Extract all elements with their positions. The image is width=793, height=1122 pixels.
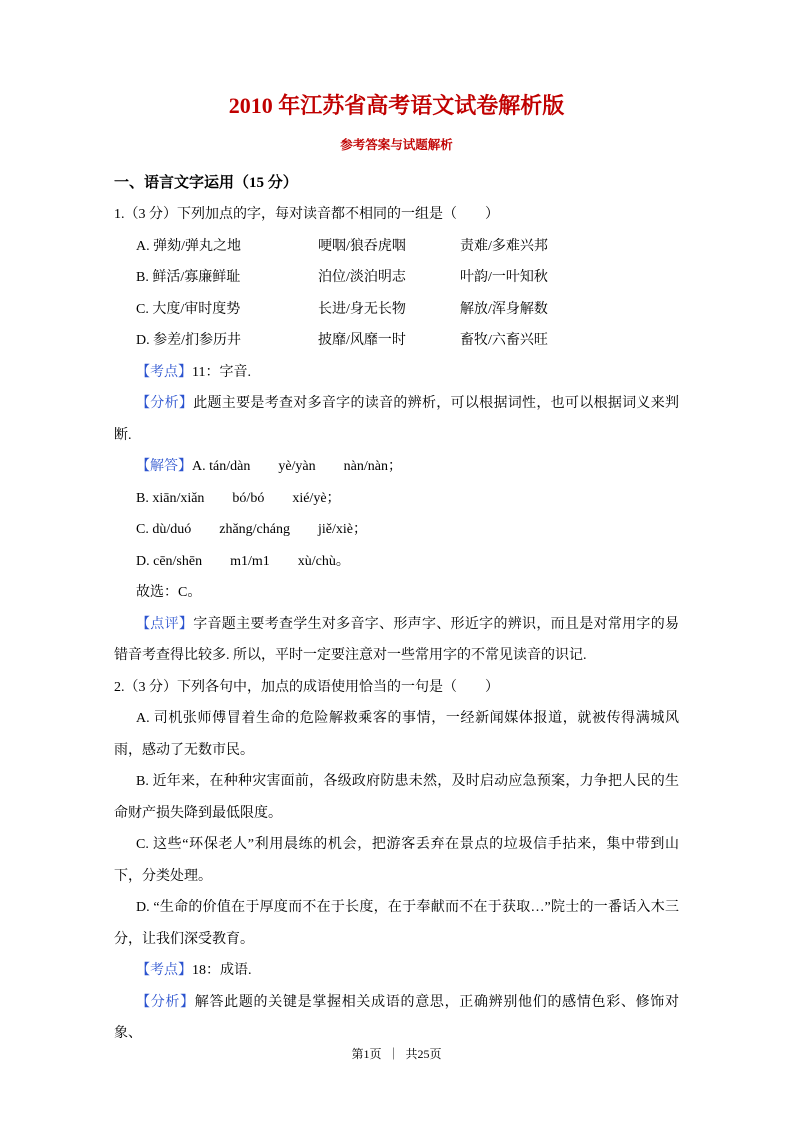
kaodian-tag: 【考点】 bbox=[136, 364, 192, 380]
q1-option-d-col3: 畜牧/六畜兴旺 bbox=[460, 333, 548, 348]
footer-page-number: 第1页 bbox=[351, 1047, 382, 1061]
q1-fenxi-text: 此题主要是考查对多音字的读音的辨析，可以根据词性，也可以根据词义来判断. bbox=[114, 396, 680, 443]
q2-option-d: D. “生命的价值在于厚度而不在于长度，在于奉献而不在于获取…”院士的一番话入木三分，让我们深受教育。 bbox=[114, 900, 679, 947]
q2-fenxi-text: 解答此题的关键是掌握相关成语的意思，正确辨别他们的感情色彩、修饰对象、 bbox=[114, 994, 680, 1041]
q1-option-c-col3: 解放/浑身解数 bbox=[460, 301, 548, 317]
q1-jieda-a-text: A. tán/dàn yè/yàn nàn/nàn； bbox=[192, 459, 402, 474]
q1-kaodian bbox=[114, 357, 679, 389]
q2-option-c: C. 这些“环保老人”利用晨练的机会，把游客丢弃在景点的垃圾信手拈来，集中带到山下，分类处理。 bbox=[114, 837, 679, 884]
q1-option-a-col3: 责难/多难兴邦 bbox=[460, 238, 548, 254]
q1-option-d-col2: 披靡/风靡一时 bbox=[318, 333, 406, 348]
q1-answer: 故选：C。 bbox=[136, 585, 202, 600]
q2-option-b: B. 近年来，在种种灾害面前，各级政府防患未然，及时启动应急预案，力争把人民的生命财产损失降到最低限度。 bbox=[114, 774, 679, 821]
q1-option-a-col2: 哽咽/狼吞虎咽 bbox=[318, 238, 406, 254]
q2-stem: 2.（3 分）下列各句中，加点的成语使用恰当的一句是（ ） bbox=[114, 679, 499, 695]
q1-option-b-col2: 泊位/淡泊明志 bbox=[318, 270, 406, 285]
page-subtitle: 参考答案与试题解析 bbox=[340, 138, 453, 152]
footer-separator: ｜ bbox=[387, 1047, 400, 1061]
q1-option-b-col1: B. 鲜活/寡廉鲜耻 bbox=[136, 270, 241, 285]
kaodian-tag: 【考点】 bbox=[136, 963, 192, 978]
fenxi-tag: 【分析】 bbox=[136, 396, 194, 411]
q1-option-row-d bbox=[114, 325, 679, 357]
q1-option-c-col1: C. 大度/审时度势 bbox=[136, 301, 241, 317]
q2-fenxi bbox=[114, 987, 679, 1050]
jieda-tag: 【解答】 bbox=[136, 459, 192, 474]
q2-option-a: A. 司机张师傅冒着生命的危险解救乘客的事情，一经新闻媒体报道，就被传得满城风雨，感动了无数市民。 bbox=[114, 711, 679, 758]
dianping-tag: 【点评】 bbox=[136, 616, 194, 632]
q2-kaodian-text: 18：成语. bbox=[192, 963, 252, 978]
q1-option-a-col1: A. 弹劾/弹丸之地 bbox=[136, 238, 241, 254]
q1-option-d-col1: D. 参差/扪参历井 bbox=[136, 333, 241, 348]
q1-jieda-line-b: B. xiān/xiǎn bó/bó xié/yè； bbox=[136, 490, 341, 506]
q1-option-row-a bbox=[114, 231, 679, 263]
q2-kaodian bbox=[114, 955, 679, 987]
q1-dianping bbox=[114, 609, 679, 672]
q1-jieda-line-a bbox=[114, 451, 679, 483]
section-heading: 一、语言文字运用（15 分） bbox=[114, 175, 298, 191]
q1-option-row-c bbox=[114, 294, 679, 326]
q1-option-c-col2: 长进/身无长物 bbox=[318, 301, 406, 317]
page-title: 2010 年江苏省高考语文试卷解析版 bbox=[228, 93, 565, 118]
q1-option-row-b bbox=[114, 262, 679, 294]
q1-fenxi bbox=[114, 388, 679, 451]
q1-jieda-line-c: C. dù/duó zhǎng/cháng jiě/xiè； bbox=[136, 522, 367, 537]
q1-option-b-col3: 叶韵/一叶知秋 bbox=[460, 270, 548, 285]
page-footer bbox=[0, 1046, 793, 1062]
q1-kaodian-text: 11：字音. bbox=[192, 364, 251, 380]
footer-total-pages: 共25页 bbox=[405, 1047, 442, 1061]
fenxi-tag: 【分析】 bbox=[136, 994, 195, 1010]
q1-dianping-text: 字音题主要考查学生对多音字、形声字、形近字的辨识，而且是对常用字的易错音考查得比较多. 所以，平时一定要注意对一些常用字的不常见读音的识记. bbox=[114, 616, 680, 663]
q1-jieda-line-d: D. cēn/shēn m1/m1 xù/chù。 bbox=[136, 553, 350, 569]
q1-stem: 1.（3 分）下列加点的字，每对读音都不相同的一组是（ ） bbox=[114, 207, 499, 222]
